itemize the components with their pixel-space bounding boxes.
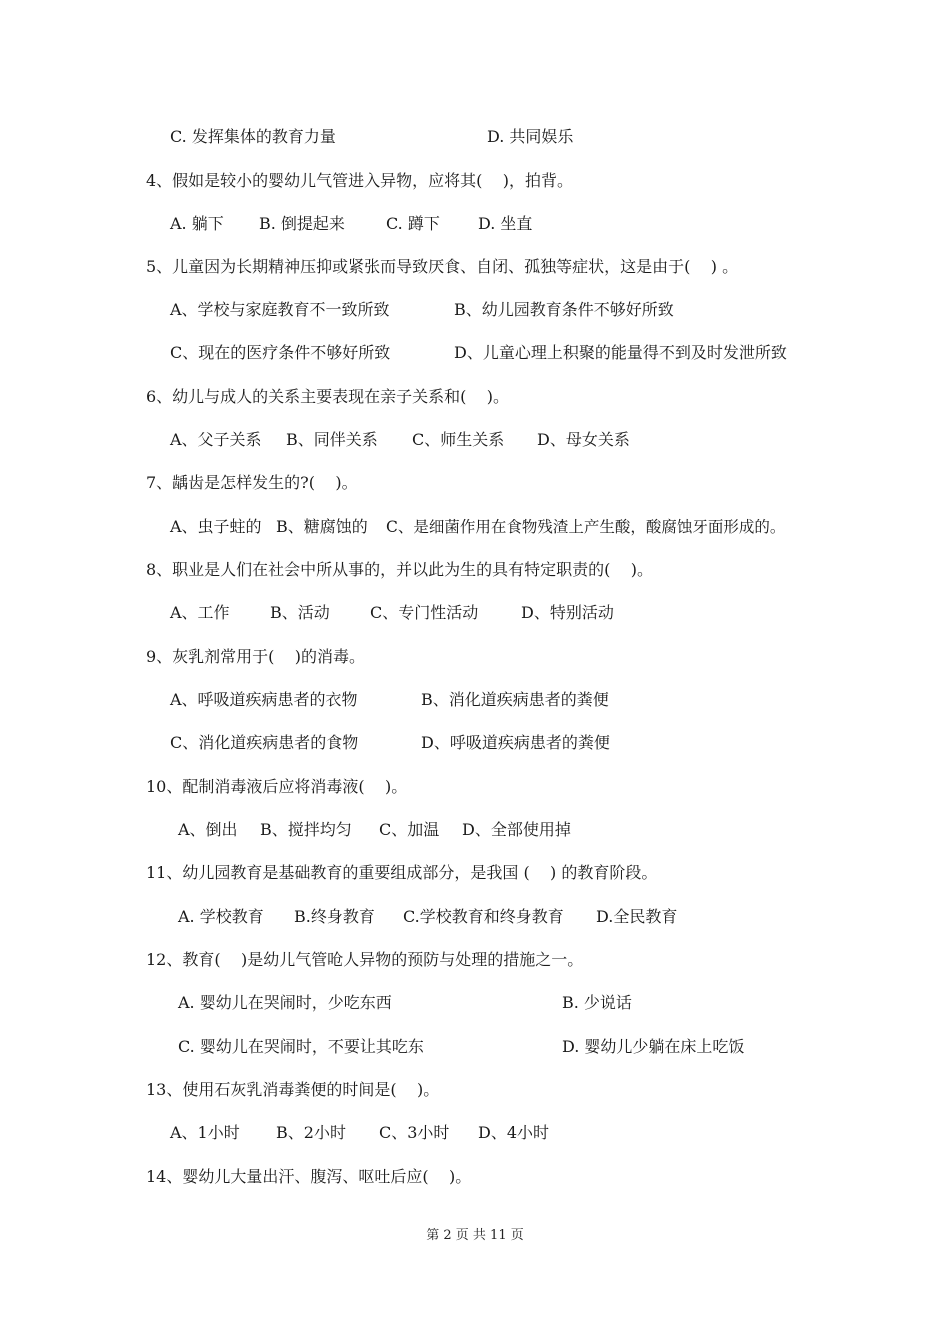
q8-option-b: B、活动	[270, 603, 330, 622]
q10-option-d: D、全部使用掉	[462, 820, 571, 839]
q5-option-b: B、幼儿园教育条件不够好所致	[454, 300, 674, 319]
q3-option-c: C. 发挥集体的教育力量	[170, 127, 336, 146]
q4-option-c: C. 蹲下	[386, 214, 440, 233]
q4-option-a: A. 躺下	[170, 214, 224, 233]
question-12-stem: 12、教育( )是幼儿气管呛人异物的预防与处理的措施之一。	[146, 950, 584, 969]
q13-option-b: B、2小时	[276, 1123, 346, 1142]
q11-option-b: B.终身教育	[294, 907, 375, 926]
q12-option-b: B. 少说话	[562, 993, 632, 1012]
q5-option-a: A、学校与家庭教育不一致所致	[170, 300, 390, 319]
question-9-stem: 9、灰乳剂常用于( )的消毒。	[146, 647, 366, 666]
question-7-stem: 7、龋齿是怎样发生的?( )。	[146, 473, 358, 492]
q13-option-a: A、1小时	[170, 1123, 240, 1142]
q4-option-d: D. 坐直	[478, 214, 533, 233]
q6-option-d: D、母女关系	[537, 430, 630, 449]
q11-option-d: D.全民教育	[596, 907, 678, 926]
question-13-stem: 13、使用石灰乳消毒粪便的时间是( )。	[146, 1080, 440, 1099]
q12-option-c: C. 婴幼儿在哭闹时，不要让其吃东	[178, 1037, 424, 1056]
q13-option-c: C、3小时	[379, 1123, 450, 1142]
q7-option-b: B、糖腐蚀的	[276, 517, 368, 536]
q11-option-c: C.学校教育和终身教育	[403, 907, 564, 926]
q8-option-d: D、特别活动	[521, 603, 614, 622]
question-4-stem: 4、假如是较小的婴幼儿气管进入异物，应将其( )，拍背。	[146, 171, 574, 190]
question-8-stem: 8、职业是人们在社会中所从事的，并以此为生的具有特定职责的( )。	[146, 560, 654, 579]
q6-option-a: A、父子关系	[170, 430, 262, 449]
q9-option-d: D、呼吸道疾病患者的粪便	[421, 733, 610, 752]
q9-option-b: B、消化道疾病患者的粪便	[421, 690, 609, 709]
question-6-stem: 6、幼儿与成人的关系主要表现在亲子关系和( )。	[146, 387, 510, 406]
q12-option-a: A. 婴幼儿在哭闹时，少吃东西	[178, 993, 392, 1012]
q10-option-a: A、倒出	[178, 820, 238, 839]
q13-option-d: D、4小时	[478, 1123, 550, 1142]
q8-option-c: C、专门性活动	[370, 603, 479, 622]
q4-option-b: B. 倒提起来	[259, 214, 345, 233]
question-5-stem: 5、儿童因为长期精神压抑或紧张而导致厌食、自闭、孤独等症状，这是由于( ) 。	[146, 257, 739, 276]
q9-option-c: C、消化道疾病患者的食物	[170, 733, 359, 752]
q12-option-d: D. 婴幼儿少躺在床上吃饭	[562, 1037, 745, 1056]
q6-option-c: C、师生关系	[412, 430, 505, 449]
q8-option-a: A、工作	[170, 603, 230, 622]
question-11-stem: 11、幼儿园教育是基础教育的重要组成部分，是我国 ( ) 的教育阶段。	[146, 863, 658, 882]
q11-option-a: A. 学校教育	[178, 907, 264, 926]
q6-option-b: B、同伴关系	[286, 430, 378, 449]
question-14-stem: 14、婴幼儿大量出汗、腹泻、呕吐后应( )。	[146, 1167, 472, 1186]
q10-option-b: B、搅拌均匀	[260, 820, 352, 839]
q5-option-c: C、现在的医疗条件不够好所致	[170, 343, 391, 362]
q7-option-c: C、是细菌作用在食物残渣上产生酸，酸腐蚀牙面形成的。	[386, 518, 786, 536]
question-10-stem: 10、配制消毒液后应将消毒液( )。	[146, 777, 408, 796]
q3-option-d: D. 共同娱乐	[487, 127, 574, 146]
q5-option-d: D、儿童心理上积聚的能量得不到及时发泄所致	[454, 343, 787, 362]
q9-option-a: A、呼吸道疾病患者的衣物	[170, 690, 358, 709]
q10-option-c: C、加温	[379, 820, 440, 839]
q7-option-a: A、虫子蛀的	[170, 517, 262, 536]
page-footer: 第 2 页 共 11 页	[426, 1228, 524, 1243]
